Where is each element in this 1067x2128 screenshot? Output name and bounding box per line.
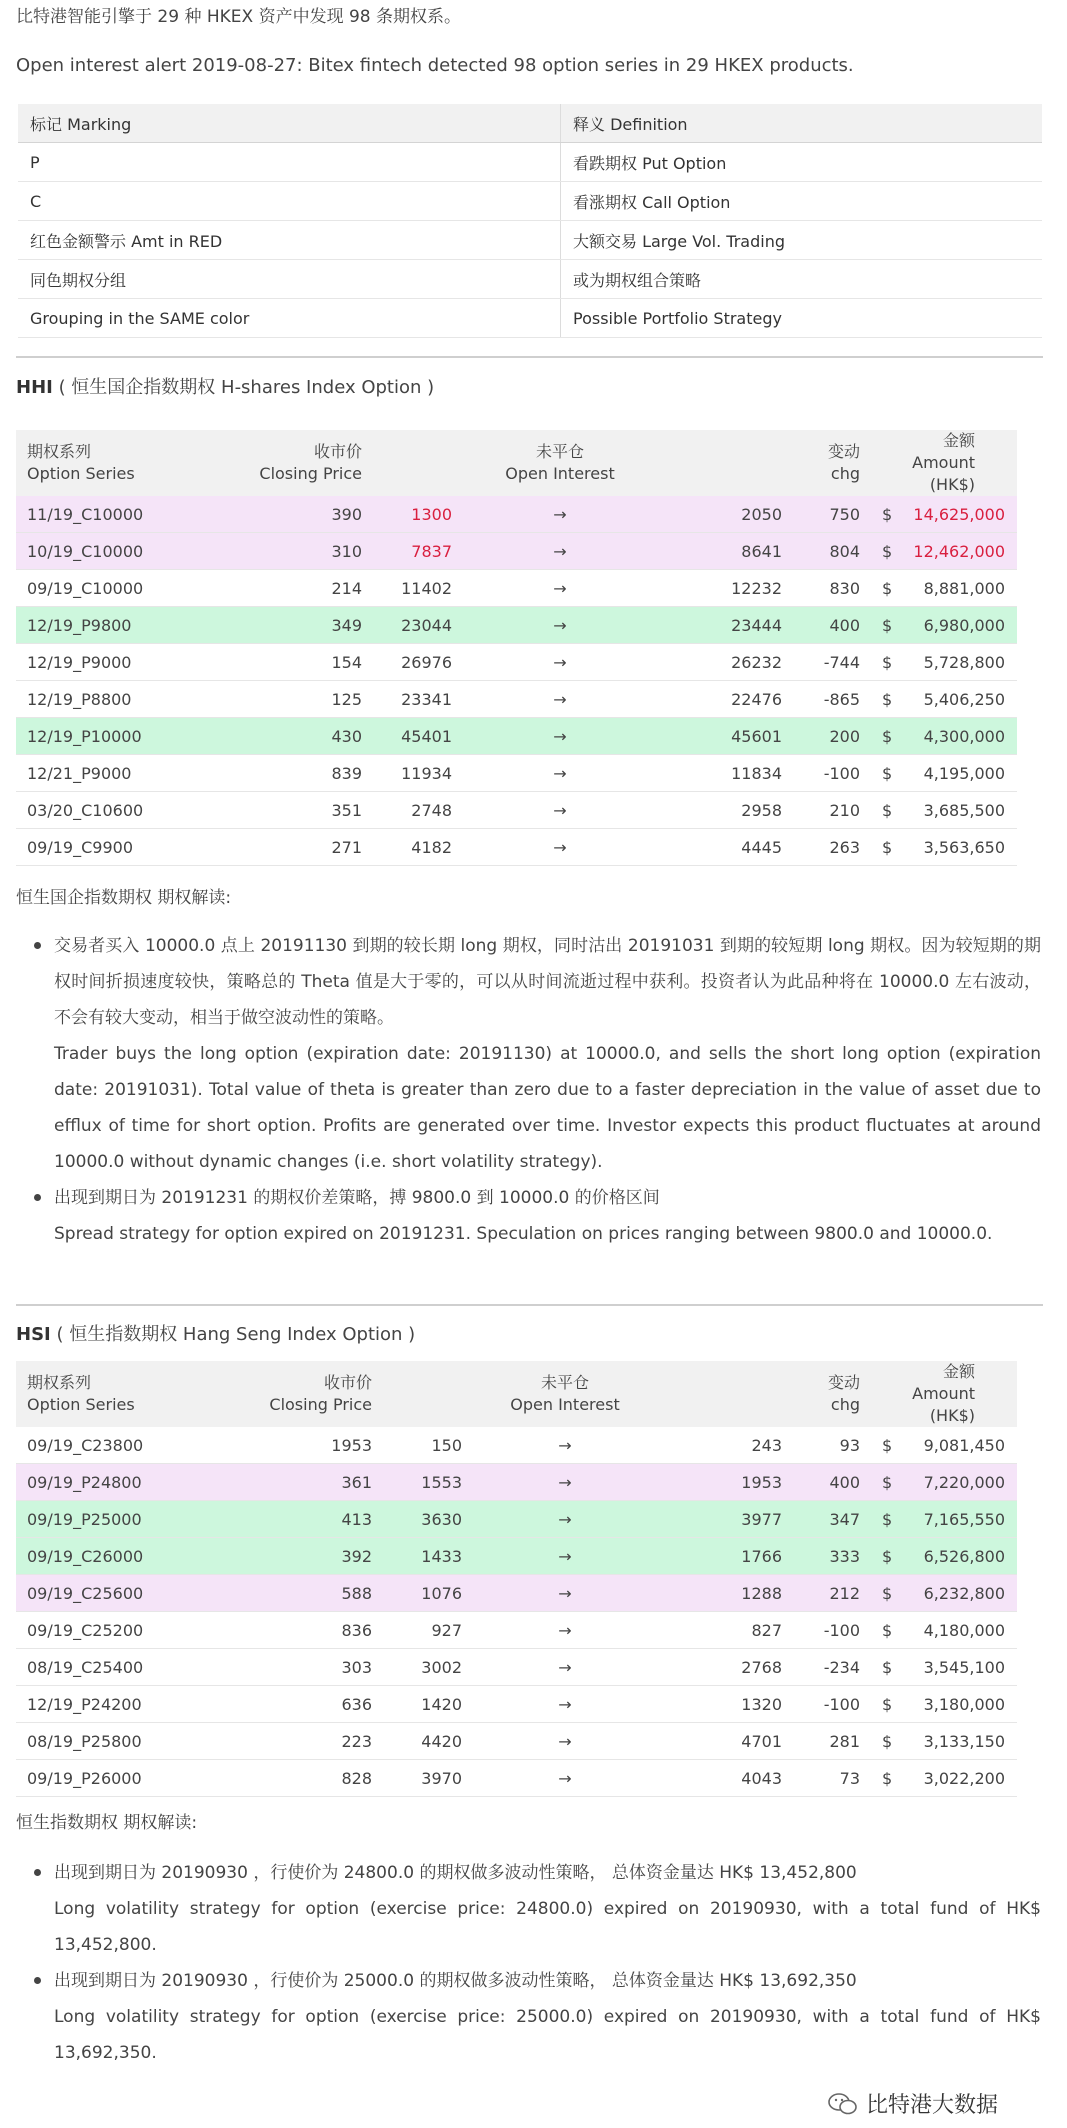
table-row <box>16 1501 1041 1538</box>
oi-from-cell: 3970 <box>380 1760 470 1797</box>
bullet-dot-icon <box>34 1194 41 1201</box>
table-row <box>16 644 1041 681</box>
marking-cell: 红色金额警示 Amt in RED <box>18 221 561 260</box>
oi-to-cell: 4043 <box>660 1760 790 1797</box>
oi-to-cell: 12232 <box>660 570 790 607</box>
definition-cell: 看涨期权 Call Option <box>561 182 1043 221</box>
amount-cell: 6,526,800 <box>912 1538 1017 1575</box>
arrow-cell: → <box>470 1501 660 1538</box>
currency-cell: $ <box>868 570 912 607</box>
closing-price-cell: 214 <box>207 570 370 607</box>
amount-cell: 3,685,500 <box>912 792 1017 829</box>
bullet-text-cn: 出现到期日为 20190930 ，行使价为 24800.0 的期权做多波动性策略， 总体资金量达 HK$ 13,452,800 <box>54 1863 857 1883</box>
amount-cell: 9,081,450 <box>912 1427 1017 1464</box>
hhi-section-title <box>16 373 434 399</box>
intro-english: Open interest alert 2019-08-27: Bitex fintech detected 98 option series in 29 HKEX products. <box>16 55 854 76</box>
definition-cell: 看跌期权 Put Option <box>561 143 1043 182</box>
closing-price-cell: 413 <box>207 1501 380 1538</box>
arrow-cell: → <box>470 1538 660 1575</box>
marking-cell: 同色期权分组 <box>18 260 561 299</box>
arrow-cell: → <box>470 1427 660 1464</box>
definition-cell: Possible Portfolio Strategy <box>561 299 1043 338</box>
marking-row <box>18 143 1042 182</box>
chg-cell: 347 <box>790 1501 868 1538</box>
table-row <box>16 496 1041 533</box>
chg-cell: -100 <box>790 755 868 792</box>
table-header-row <box>16 430 1041 496</box>
table-row <box>16 570 1041 607</box>
currency-cell: $ <box>868 1501 912 1538</box>
marking-row <box>18 221 1042 260</box>
row-gap <box>1017 718 1041 755</box>
wechat-icon <box>828 2092 858 2116</box>
oi-to-cell: 26232 <box>660 644 790 681</box>
chg-cell: -744 <box>790 644 868 681</box>
row-gap <box>1017 1686 1041 1723</box>
option-series-cell: 09/19_P25000 <box>16 1501 207 1538</box>
table-row <box>16 1538 1041 1575</box>
arrow-cell: → <box>470 1686 660 1723</box>
currency-cell: $ <box>868 496 912 533</box>
oi-to-cell: 3977 <box>660 1501 790 1538</box>
oi-from-cell: 4420 <box>380 1723 470 1760</box>
marking-row <box>18 299 1042 338</box>
row-gap <box>1017 1464 1041 1501</box>
amount-cell: 4,195,000 <box>912 755 1017 792</box>
closing-price-cell: 430 <box>207 718 370 755</box>
chg-cell: 73 <box>790 1760 868 1797</box>
header-amount: 金额 Amount (HK$) <box>868 430 1017 496</box>
arrow-cell: → <box>470 1723 660 1760</box>
amount-cell: 4,300,000 <box>912 718 1017 755</box>
hsi-interpretation-title: 恒生指数期权 期权解读: <box>16 1813 198 1833</box>
oi-to-cell: 2958 <box>660 792 790 829</box>
oi-from-cell: 7837 <box>370 533 460 570</box>
oi-to-cell: 1766 <box>660 1538 790 1575</box>
closing-price-cell: 303 <box>207 1649 380 1686</box>
closing-price-cell: 351 <box>207 792 370 829</box>
table-row <box>16 681 1041 718</box>
option-series-cell: 12/19_P24200 <box>16 1686 207 1723</box>
chg-cell: -100 <box>790 1686 868 1723</box>
closing-price-cell: 636 <box>207 1686 380 1723</box>
row-gap <box>1017 755 1041 792</box>
oi-from-cell: 150 <box>380 1427 470 1464</box>
bullet-dot-icon <box>34 942 41 949</box>
marking-cell: P <box>18 143 561 182</box>
closing-price-cell: 836 <box>207 1612 380 1649</box>
header-blank <box>660 430 790 496</box>
header-chg: 变动 chg <box>790 430 868 496</box>
oi-from-cell: 1433 <box>380 1538 470 1575</box>
watermark-text: 比特港大数据 <box>866 2093 999 2118</box>
oi-from-cell: 23044 <box>370 607 460 644</box>
option-series-cell: 09/19_P26000 <box>16 1760 207 1797</box>
hsi-bullet <box>54 1963 1041 2071</box>
row-gap <box>1017 1538 1041 1575</box>
row-gap <box>1017 1760 1041 1797</box>
arrow-cell: → <box>460 792 660 829</box>
bullet-text-en: Trader buys the long option (expiration date: 20191130) at 10000.0, and sells the short long option (expiration date: 20191031). Total value of theta is greater than zero due to a faster depreciation in the value of asset due to efflux of time for short option. Profits are generated over time. Investor expects this product fluctuates at around 10000.0 without dynamic changes (i.e. short volatility strategy). <box>54 1044 1041 1172</box>
amount-cell: 7,220,000 <box>912 1464 1017 1501</box>
bullet-dot-icon <box>34 1977 41 1984</box>
closing-price-cell: 223 <box>207 1723 380 1760</box>
amount-cell: 4,180,000 <box>912 1612 1017 1649</box>
hhi-option-table <box>16 430 1041 866</box>
table-row <box>16 829 1041 866</box>
header-closing-price: 收市价 Closing Price <box>207 430 370 496</box>
oi-to-cell: 827 <box>660 1612 790 1649</box>
chg-cell: 200 <box>790 718 868 755</box>
currency-cell: $ <box>868 755 912 792</box>
definition-cell: 或为期权组合策略 <box>561 260 1043 299</box>
option-series-cell: 08/19_P25800 <box>16 1723 207 1760</box>
row-gap <box>1017 1501 1041 1538</box>
header-option-series: 期权系列 Option Series <box>16 430 207 496</box>
marking-row <box>18 182 1042 221</box>
header-blank <box>380 1361 470 1427</box>
hhi-bullet <box>54 928 1041 1180</box>
marking-cell: Grouping in the SAME color <box>18 299 561 338</box>
closing-price-cell: 1953 <box>207 1427 380 1464</box>
row-gap <box>1017 1723 1041 1760</box>
arrow-cell: → <box>470 1575 660 1612</box>
oi-to-cell: 1320 <box>660 1686 790 1723</box>
header-open-interest: 未平仓 Open Interest <box>460 430 660 496</box>
arrow-cell: → <box>470 1760 660 1797</box>
oi-from-cell: 11402 <box>370 570 460 607</box>
oi-from-cell: 1420 <box>380 1686 470 1723</box>
row-gap <box>1017 1427 1041 1464</box>
chg-cell: 212 <box>790 1575 868 1612</box>
amount-cell: 3,133,150 <box>912 1723 1017 1760</box>
table-row <box>16 718 1041 755</box>
option-series-cell: 12/21_P9000 <box>16 755 207 792</box>
option-series-cell: 09/19_C10000 <box>16 570 207 607</box>
arrow-cell: → <box>460 755 660 792</box>
oi-from-cell: 26976 <box>370 644 460 681</box>
row-gap <box>1017 1575 1041 1612</box>
header-option-series: 期权系列 Option Series <box>16 1361 207 1427</box>
currency-cell: $ <box>868 1538 912 1575</box>
oi-from-cell: 3630 <box>380 1501 470 1538</box>
currency-cell: $ <box>868 607 912 644</box>
oi-to-cell: 243 <box>660 1427 790 1464</box>
oi-to-cell: 8641 <box>660 533 790 570</box>
oi-to-cell: 22476 <box>660 681 790 718</box>
hsi-bullet <box>54 1855 1041 1963</box>
header-closing-price: 收市价 Closing Price <box>207 1361 380 1427</box>
marking-row <box>18 260 1042 299</box>
row-gap <box>1017 644 1041 681</box>
hhi-interpretation-title: 恒生国企指数期权 期权解读: <box>16 888 232 908</box>
option-series-cell: 12/19_P9800 <box>16 607 207 644</box>
chg-cell: 830 <box>790 570 868 607</box>
amount-cell: 3,022,200 <box>912 1760 1017 1797</box>
oi-from-cell: 1300 <box>370 496 460 533</box>
currency-cell: $ <box>868 1575 912 1612</box>
hsi-code: HSI <box>16 1324 51 1345</box>
currency-cell: $ <box>868 1723 912 1760</box>
currency-cell: $ <box>868 1464 912 1501</box>
arrow-cell: → <box>460 829 660 866</box>
oi-to-cell: 45601 <box>660 718 790 755</box>
table-row <box>16 1649 1041 1686</box>
hhi-bullet <box>54 1180 1041 1252</box>
amount-cell: 3,180,000 <box>912 1686 1017 1723</box>
table-row <box>16 1612 1041 1649</box>
table-row <box>16 533 1041 570</box>
chg-cell: 400 <box>790 1464 868 1501</box>
amount-cell: 5,728,800 <box>912 644 1017 681</box>
bullet-text-cn: 出现到期日为 20191231 的期权价差策略，搏 9800.0 到 10000.0 的价格区间 <box>54 1188 660 1208</box>
oi-from-cell: 3002 <box>380 1649 470 1686</box>
closing-price-cell: 310 <box>207 533 370 570</box>
option-series-cell: 03/20_C10600 <box>16 792 207 829</box>
amount-cell: 6,980,000 <box>912 607 1017 644</box>
table-row <box>16 755 1041 792</box>
option-series-cell: 12/19_P10000 <box>16 718 207 755</box>
closing-price-cell: 125 <box>207 681 370 718</box>
oi-from-cell: 23341 <box>370 681 460 718</box>
chg-cell: 210 <box>790 792 868 829</box>
currency-cell: $ <box>868 1649 912 1686</box>
header-open-interest: 未平仓 Open Interest <box>470 1361 660 1427</box>
row-gap <box>1017 570 1041 607</box>
option-series-cell: 09/19_C26000 <box>16 1538 207 1575</box>
oi-to-cell: 1953 <box>660 1464 790 1501</box>
closing-price-cell: 361 <box>207 1464 380 1501</box>
oi-from-cell: 11934 <box>370 755 460 792</box>
bullet-text-cn: 交易者买入 10000.0 点上 20191130 到期的较长期 long 期权，同时沽出 20191031 到期的较短期 long 期权。因为较短期的期权时间折损速度较快，策略总的 Theta 值是大于零的，可以从时间流逝过程中获利。投资者认为此品种将在 10000.0 左右波动，不会有较大变动，相当于做空波动性的策略。 <box>54 936 1041 1028</box>
option-series-cell: 11/19_C10000 <box>16 496 207 533</box>
table-row <box>16 1760 1041 1797</box>
row-gap <box>1017 681 1041 718</box>
arrow-cell: → <box>460 644 660 681</box>
oi-from-cell: 45401 <box>370 718 460 755</box>
oi-to-cell: 4445 <box>660 829 790 866</box>
oi-from-cell: 2748 <box>370 792 460 829</box>
row-gap <box>1017 1612 1041 1649</box>
hhi-title: ( 恒生国企指数期权 H-shares Index Option ) <box>58 377 435 398</box>
amount-cell: 8,881,000 <box>912 570 1017 607</box>
option-series-cell: 09/19_C25600 <box>16 1575 207 1612</box>
option-series-cell: 09/19_C9900 <box>16 829 207 866</box>
amount-cell: 3,545,100 <box>912 1649 1017 1686</box>
table-row <box>16 1686 1041 1723</box>
closing-price-cell: 392 <box>207 1538 380 1575</box>
arrow-cell: → <box>460 533 660 570</box>
hsi-option-table <box>16 1361 1041 1797</box>
amount-cell: 3,563,650 <box>912 829 1017 866</box>
chg-cell: 804 <box>790 533 868 570</box>
closing-price-cell: 839 <box>207 755 370 792</box>
table-header-row <box>16 1361 1041 1427</box>
chg-cell: 750 <box>790 496 868 533</box>
closing-price-cell: 349 <box>207 607 370 644</box>
bullet-text-cn: 出现到期日为 20190930 ，行使价为 25000.0 的期权做多波动性策略， 总体资金量达 HK$ 13,692,350 <box>54 1971 857 1991</box>
hhi-code: HHI <box>16 377 53 398</box>
marking-cell: C <box>18 182 561 221</box>
header-amount: 金额 Amount (HK$) <box>868 1361 1017 1427</box>
amount-cell: 5,406,250 <box>912 681 1017 718</box>
option-series-cell: 09/19_C25200 <box>16 1612 207 1649</box>
arrow-cell: → <box>470 1649 660 1686</box>
option-series-cell: 12/19_P9000 <box>16 644 207 681</box>
option-series-cell: 08/19_C25400 <box>16 1649 207 1686</box>
closing-price-cell: 828 <box>207 1760 380 1797</box>
currency-cell: $ <box>868 533 912 570</box>
arrow-cell: → <box>460 607 660 644</box>
arrow-cell: → <box>460 718 660 755</box>
arrow-cell: → <box>470 1464 660 1501</box>
row-gap <box>1017 533 1041 570</box>
currency-cell: $ <box>868 718 912 755</box>
currency-cell: $ <box>868 644 912 681</box>
definition-cell: 大额交易 Large Vol. Trading <box>561 221 1043 260</box>
oi-to-cell: 2050 <box>660 496 790 533</box>
oi-to-cell: 2768 <box>660 1649 790 1686</box>
marking-header: 标记 Marking <box>18 104 561 143</box>
currency-cell: $ <box>868 1760 912 1797</box>
table-row <box>16 607 1041 644</box>
oi-to-cell: 23444 <box>660 607 790 644</box>
currency-cell: $ <box>868 1427 912 1464</box>
currency-cell: $ <box>868 1686 912 1723</box>
hsi-title: ( 恒生指数期权 Hang Seng Index Option ) <box>56 1324 416 1345</box>
currency-cell: $ <box>868 681 912 718</box>
oi-from-cell: 927 <box>380 1612 470 1649</box>
closing-price-cell: 390 <box>207 496 370 533</box>
oi-to-cell: 11834 <box>660 755 790 792</box>
row-gap <box>1017 829 1041 866</box>
table-row <box>16 1723 1041 1760</box>
arrow-cell: → <box>460 570 660 607</box>
option-series-cell: 09/19_P24800 <box>16 1464 207 1501</box>
table-row <box>16 1427 1041 1464</box>
amount-cell: 12,462,000 <box>912 533 1017 570</box>
definition-header: 释义 Definition <box>561 104 1043 143</box>
chg-cell: 263 <box>790 829 868 866</box>
arrow-cell: → <box>460 681 660 718</box>
intro-chinese: 比特港智能引擎于 29 种 HKEX 资产中发现 98 条期权系。 <box>16 7 462 27</box>
chg-cell: -100 <box>790 1612 868 1649</box>
amount-cell: 14,625,000 <box>912 496 1017 533</box>
amount-cell: 7,165,550 <box>912 1501 1017 1538</box>
chg-cell: -234 <box>790 1649 868 1686</box>
table-row <box>16 792 1041 829</box>
oi-from-cell: 1553 <box>380 1464 470 1501</box>
oi-to-cell: 4701 <box>660 1723 790 1760</box>
oi-from-cell: 4182 <box>370 829 460 866</box>
currency-cell: $ <box>868 1612 912 1649</box>
table-row <box>16 1464 1041 1501</box>
header-blank <box>370 430 460 496</box>
bullet-dot-icon <box>34 1869 41 1876</box>
arrow-cell: → <box>470 1612 660 1649</box>
chg-cell: 333 <box>790 1538 868 1575</box>
amount-cell: 6,232,800 <box>912 1575 1017 1612</box>
row-gap <box>1017 792 1041 829</box>
chg-cell: 281 <box>790 1723 868 1760</box>
chg-cell: -865 <box>790 681 868 718</box>
section-divider <box>16 356 1043 358</box>
table-row <box>16 1575 1041 1612</box>
row-gap <box>1017 607 1041 644</box>
chg-cell: 93 <box>790 1427 868 1464</box>
oi-to-cell: 1288 <box>660 1575 790 1612</box>
currency-cell: $ <box>868 829 912 866</box>
currency-cell: $ <box>868 792 912 829</box>
bullet-text-en: Spread strategy for option expired on 20191231. Speculation on prices ranging between 9800.0 and 10000.0. <box>54 1224 993 1244</box>
marking-table <box>18 104 1042 338</box>
header-chg: 变动 chg <box>790 1361 868 1427</box>
closing-price-cell: 588 <box>207 1575 380 1612</box>
chg-cell: 400 <box>790 607 868 644</box>
bullet-text-en: Long volatility strategy for option (exercise price: 25000.0) expired on 20190930, with a total fund of HK$ 13,692,350. <box>54 2007 1041 2063</box>
option-series-cell: 10/19_C10000 <box>16 533 207 570</box>
row-gap <box>1017 496 1041 533</box>
hsi-section-title <box>16 1320 415 1346</box>
header-blank <box>660 1361 790 1427</box>
bullet-text-en: Long volatility strategy for option (exercise price: 24800.0) expired on 20190930, with a total fund of HK$ 13,452,800. <box>54 1899 1041 1955</box>
option-series-cell: 09/19_C23800 <box>16 1427 207 1464</box>
option-series-cell: 12/19_P8800 <box>16 681 207 718</box>
closing-price-cell: 154 <box>207 644 370 681</box>
row-gap <box>1017 1649 1041 1686</box>
watermark <box>828 2088 1058 2128</box>
arrow-cell: → <box>460 496 660 533</box>
oi-from-cell: 1076 <box>380 1575 470 1612</box>
section-divider <box>16 1304 1043 1306</box>
closing-price-cell: 271 <box>207 829 370 866</box>
